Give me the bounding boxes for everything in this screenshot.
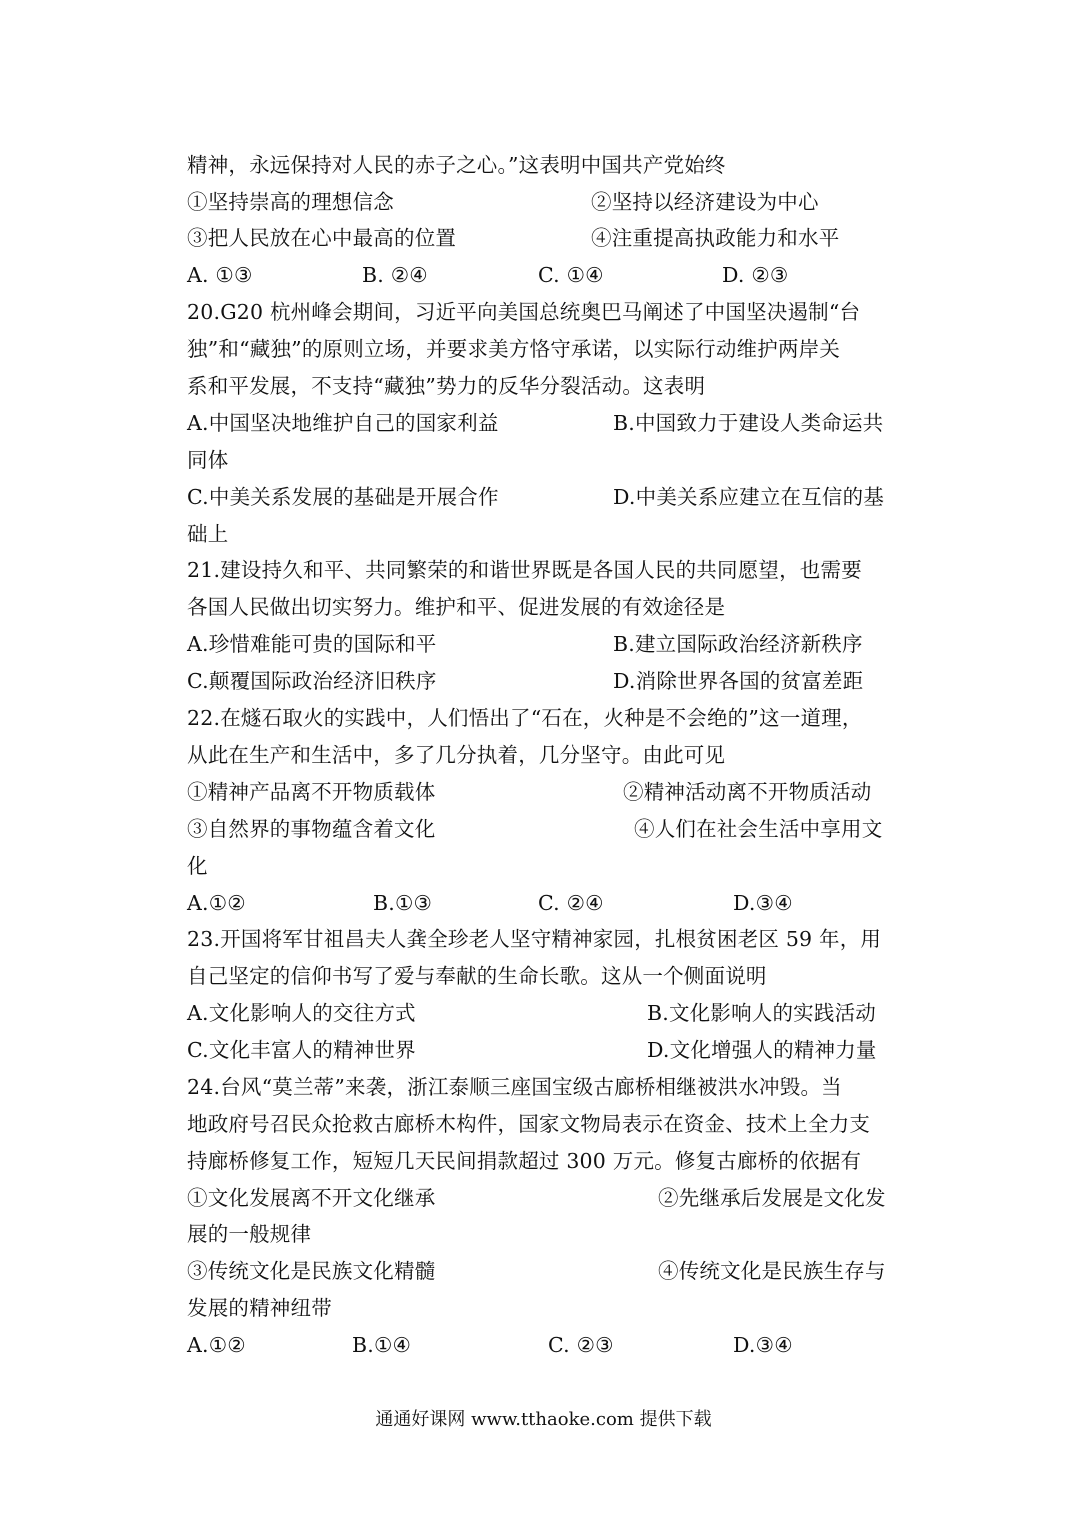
q24-item-2-wrap: 展的一般规律 bbox=[187, 1222, 312, 1246]
q19-choice-b: B. ②④ bbox=[362, 263, 428, 287]
q20-option-d-wrap: 础上 bbox=[187, 522, 229, 546]
q23-options-row-1 bbox=[187, 1001, 902, 1027]
q19-item-2: ②坚持以经济建设为中心 bbox=[591, 190, 819, 214]
q22-item-3: ③自然界的事物蕴含着文化 bbox=[187, 817, 436, 841]
q19-choice-d: D. ②③ bbox=[722, 263, 789, 287]
q22-item-4-wrap: 化 bbox=[187, 854, 208, 878]
q20-option-a: A.中国坚决地维护自己的国家利益 bbox=[187, 411, 499, 435]
q22-item-1: ①精神产品离不开物质载体 bbox=[187, 780, 436, 804]
q22-item-2: ②精神活动离不开物质活动 bbox=[623, 780, 872, 804]
q24-stem-line-3: 持廊桥修复工作，短短几天民间捐款超过 300 万元。修复古廊桥的依据有 bbox=[187, 1149, 862, 1173]
q22-stem-line-2: 从此在生产和生活中，多了几分执着，几分坚守。由此可见 bbox=[187, 743, 726, 767]
q22-choice-a: A.①② bbox=[187, 891, 246, 915]
q20-options-row-2 bbox=[187, 485, 902, 511]
q24-item-2: ②先继承后发展是文化发 bbox=[658, 1186, 886, 1210]
q20-option-c: C.中美关系发展的基础是开展合作 bbox=[187, 485, 499, 509]
q23-option-a: A.文化影响人的交往方式 bbox=[187, 1001, 416, 1025]
q23-stem-line-2: 自己坚定的信仰书写了爱与奉献的生命长歌。这从一个侧面说明 bbox=[187, 964, 767, 988]
q21-stem-line-1: 21.建设持久和平、共同繁荣的和谐世界既是各国人民的共同愿望，也需要 bbox=[187, 558, 862, 582]
q20-option-b-wrap: 同体 bbox=[187, 448, 229, 472]
q23-stem-line-1: 23.开国将军甘祖昌夫人龚全珍老人坚守精神家园，扎根贫困老区 59 年，用 bbox=[187, 927, 882, 951]
q24-items-row-2 bbox=[187, 1259, 902, 1285]
q23-option-b: B.文化影响人的实践活动 bbox=[647, 1001, 876, 1025]
q24-stem-line-2: 地政府号召民众抢救古廊桥木构件，国家文物局表示在资金、技术上全力支 bbox=[187, 1112, 871, 1136]
q22-items-row-2 bbox=[187, 817, 902, 843]
q19-choices bbox=[187, 263, 902, 289]
q19-choice-c: C. ①④ bbox=[538, 263, 604, 287]
q22-choice-d: D.③④ bbox=[733, 891, 793, 915]
q24-items-row-1 bbox=[187, 1186, 902, 1212]
q20-option-b: B.中国致力于建设人类命运共 bbox=[613, 411, 884, 435]
q23-options-row-2 bbox=[187, 1038, 902, 1064]
q24-choice-a: A.①② bbox=[187, 1333, 246, 1357]
q19-item-4: ④注重提高执政能力和水平 bbox=[591, 226, 840, 250]
q20-stem-line-1: 20.G20 杭州峰会期间，习近平向美国总统奥巴马阐述了中国坚决遏制“台 bbox=[187, 300, 861, 324]
q19-item-1: ①坚持崇高的理想信念 bbox=[187, 190, 394, 214]
q19-items-row-1 bbox=[187, 190, 902, 216]
q21-options-row-1 bbox=[187, 632, 902, 658]
q21-option-b: B.建立国际政治经济新秩序 bbox=[613, 632, 863, 656]
q24-choice-d: D.③④ bbox=[733, 1333, 793, 1357]
q21-stem-line-2: 各国人民做出切实努力。维护和平、促进发展的有效途径是 bbox=[187, 595, 726, 619]
q23-option-d: D.文化增强人的精神力量 bbox=[647, 1038, 877, 1062]
q20-options-row-1 bbox=[187, 411, 902, 437]
q24-choices bbox=[187, 1333, 902, 1359]
q24-item-1: ①文化发展离不开文化继承 bbox=[187, 1186, 436, 1210]
q24-choice-b: B.①④ bbox=[352, 1333, 412, 1357]
q19-items-row-2 bbox=[187, 226, 902, 252]
q23-option-c: C.文化丰富人的精神世界 bbox=[187, 1038, 416, 1062]
page-footer: 通通好课网 www.tthaoke.com 提供下载 bbox=[375, 1409, 712, 1430]
q20-option-d: D.中美关系应建立在互信的基 bbox=[613, 485, 885, 509]
q22-item-4: ④人们在社会生活中享用文 bbox=[634, 817, 883, 841]
q24-item-4: ④传统文化是民族生存与 bbox=[658, 1259, 886, 1283]
q24-choice-c: C. ②③ bbox=[548, 1333, 614, 1357]
q22-stem-line-1: 22.在燧石取火的实践中，人们悟出了“石在，火种是不会绝的”这一道理， bbox=[187, 706, 863, 730]
q22-items-row-1 bbox=[187, 780, 902, 806]
q19-item-3: ③把人民放在心中最高的位置 bbox=[187, 226, 457, 250]
q20-stem-line-3: 系和平发展，不支持“藏独”势力的反华分裂活动。这表明 bbox=[187, 374, 706, 398]
q21-option-a: A.珍惜难能可贵的国际和平 bbox=[187, 632, 437, 656]
q22-choice-b: B.①③ bbox=[373, 891, 433, 915]
q24-stem-line-1: 24.台风“莫兰蒂”来袭，浙江泰顺三座国宝级古廊桥相继被洪水冲毁。当 bbox=[187, 1075, 842, 1099]
q19-stem-line: 精神，永远保持对人民的赤子之心。”这表明中国共产党始终 bbox=[187, 153, 726, 177]
q21-option-d: D.消除世界各国的贫富差距 bbox=[613, 669, 864, 693]
q24-item-4-wrap: 发展的精神纽带 bbox=[187, 1296, 332, 1320]
q19-choice-a: A. ①③ bbox=[187, 263, 253, 287]
q21-options-row-2 bbox=[187, 669, 902, 695]
q22-choice-c: C. ②④ bbox=[538, 891, 604, 915]
q20-stem-line-2: 独”和“藏独”的原则立场，并要求美方恪守承诺，以实际行动维护两岸关 bbox=[187, 337, 841, 361]
q24-item-3: ③传统文化是民族文化精髓 bbox=[187, 1259, 436, 1283]
q22-choices bbox=[187, 891, 902, 917]
q21-option-c: C.颠覆国际政治经济旧秩序 bbox=[187, 669, 437, 693]
